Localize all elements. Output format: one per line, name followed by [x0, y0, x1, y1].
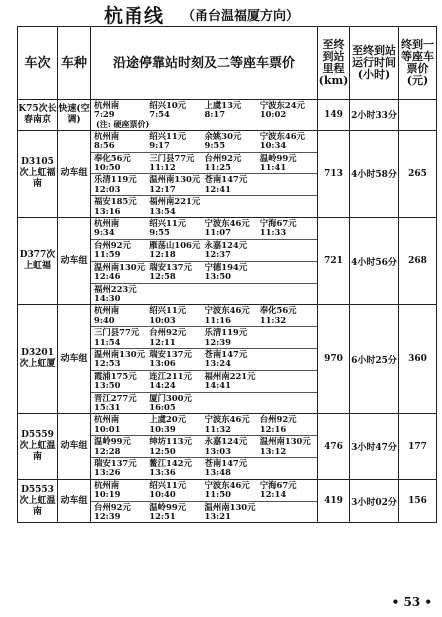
stops-cell — [91, 130, 318, 217]
stops-cell — [91, 100, 318, 131]
distance-km: 970 — [318, 305, 350, 414]
train-type: 动车组 — [58, 479, 91, 523]
stop-time: 9:55 — [204, 140, 226, 151]
timetable — [17, 26, 437, 523]
stop-time: 12:16 — [259, 423, 287, 434]
stop-block — [91, 414, 317, 436]
station-price: 杭州南 — [94, 218, 120, 229]
station-price — [260, 350, 315, 359]
time-line — [94, 403, 315, 412]
station-price: 台州92元 — [94, 501, 131, 512]
time-line — [94, 272, 315, 281]
time-line — [94, 490, 315, 499]
train-type: 动车组 — [58, 218, 91, 305]
station-price: 上虞13元 — [204, 100, 242, 110]
stop-time: 13:24 — [204, 358, 231, 369]
station-price-line — [94, 394, 315, 403]
station-price — [205, 394, 260, 403]
train-id: D5553次上虹温南 — [18, 479, 58, 523]
station-price — [260, 372, 315, 381]
time-line — [94, 468, 315, 477]
train-row — [18, 479, 437, 523]
first-class-price: 360 — [399, 305, 437, 414]
station-price: 绍兴10元 — [149, 100, 187, 110]
station-price: 宁波东24元 — [259, 100, 305, 110]
page-number: • 53 • — [391, 595, 432, 609]
time-line — [94, 185, 315, 194]
page-subtitle: （甬台温福厦方向） — [182, 9, 300, 24]
stop-time — [205, 207, 260, 216]
train-row — [18, 305, 437, 414]
train-type: 动车组 — [58, 414, 91, 479]
station-price: 杭州南 — [94, 130, 120, 141]
stop-time — [205, 294, 260, 303]
col-header-distance: 至终到站里程(km) — [318, 27, 350, 100]
station-price: 永嘉124元 — [204, 436, 248, 447]
station-price-line — [94, 197, 315, 206]
run-time: 4小时58分 — [350, 130, 399, 217]
stop-time: 7:54 — [149, 109, 170, 120]
stop-time: 13:26 — [94, 467, 121, 478]
station-price: 绍兴11元 — [149, 130, 187, 141]
station-price: 晋江277元 — [94, 392, 137, 403]
stop-time: 12:18 — [149, 249, 176, 260]
time-line — [94, 141, 315, 150]
station-price: 奉化56元 — [94, 152, 131, 163]
stop-time: 11:32 — [259, 314, 287, 325]
stop-time: 10:34 — [259, 140, 287, 151]
stop-block — [91, 458, 317, 479]
stop-block — [91, 174, 317, 196]
station-price — [149, 285, 204, 294]
stop-time: 11:50 — [204, 489, 231, 500]
train-id: D5559次上虹温南 — [18, 414, 58, 479]
stop-time: 10:50 — [94, 162, 121, 173]
stop-time: 13:54 — [149, 205, 176, 216]
stop-time: 11:41 — [259, 162, 287, 173]
stop-time: 9:40 — [94, 314, 115, 325]
station-price: 绅坊113元 — [149, 436, 192, 447]
station-price: 宁波东46元 — [204, 414, 250, 425]
station-price: 温岭99元 — [149, 501, 187, 512]
station-price: 余姚30元 — [204, 130, 242, 141]
stop-block — [91, 196, 317, 217]
station-price: 乐清119元 — [94, 174, 137, 185]
station-price: 杭州南 — [94, 100, 120, 110]
station-price: 三门县77元 — [94, 327, 140, 338]
stop-time: 8:56 — [94, 140, 115, 151]
station-price: 霞浦175元 — [94, 370, 137, 381]
stop-time — [260, 294, 315, 303]
station-price: 厦门300元 — [149, 392, 192, 403]
run-time: 6小时25分 — [350, 305, 399, 414]
stop-block — [91, 100, 317, 130]
station-price: 奉化56元 — [259, 305, 297, 316]
run-time: 3小时47分 — [350, 414, 399, 479]
station-price: 福州南221元 — [149, 196, 201, 207]
station-price: 温州南130元 — [259, 436, 311, 447]
stop-time: 11:25 — [204, 162, 231, 173]
stop-time: 11:33 — [259, 227, 287, 238]
time-line — [94, 425, 315, 434]
stop-block — [91, 284, 317, 305]
time-line — [94, 316, 315, 325]
station-price: 连江211元 — [149, 370, 192, 381]
stop-time: 9:17 — [149, 140, 170, 151]
stop-time: 12:39 — [204, 336, 231, 347]
stop-time: 12:39 — [94, 511, 121, 522]
stop-time: 9:55 — [149, 227, 170, 238]
station-price: 台州92元 — [204, 152, 242, 163]
stop-time — [260, 338, 315, 347]
train-id: D3105次上虹福南 — [18, 130, 58, 217]
time-line — [94, 163, 315, 172]
station-price: 温州南130元 — [94, 261, 145, 272]
station-price — [205, 285, 260, 294]
station-price: 福州223元 — [94, 283, 137, 294]
stop-block — [91, 305, 317, 327]
station-price: 乐清119元 — [204, 327, 248, 338]
stop-time — [205, 403, 260, 412]
stop-time: 16:05 — [149, 401, 176, 412]
stop-time: 8:17 — [204, 109, 226, 120]
stop-block — [91, 218, 317, 240]
train-row — [18, 100, 437, 131]
distance-km: 149 — [318, 100, 350, 131]
station-price — [260, 197, 315, 206]
station-price: 绍兴11元 — [149, 218, 187, 229]
station-price: 鳌江142元 — [149, 458, 192, 468]
stop-block — [91, 480, 317, 502]
first-class-price: 265 — [399, 130, 437, 217]
stop-time: 10:03 — [149, 314, 176, 325]
stop-time: 12:53 — [94, 358, 121, 369]
stop-time — [260, 185, 315, 194]
station-price: 杭州南 — [94, 479, 120, 490]
col-header-type: 车种 — [58, 27, 91, 100]
page-title: 杭甬线 — [104, 5, 165, 27]
stop-block — [91, 436, 317, 458]
station-price: 苍南147元 — [204, 458, 248, 468]
time-line — [94, 294, 315, 303]
station-price: 瑞安137元 — [149, 348, 192, 359]
col-header-runtime: 至终到站运行时间(小时) — [350, 27, 399, 100]
station-price — [260, 503, 315, 512]
stop-time: 10:02 — [259, 109, 287, 120]
station-price — [260, 241, 315, 250]
station-price — [260, 394, 315, 403]
stop-time: 12:41 — [204, 183, 231, 194]
stop-time: 14:41 — [204, 380, 231, 391]
stop-block — [91, 393, 317, 414]
stop-time: 11:16 — [204, 314, 231, 325]
station-price: 雁荡山106元 — [149, 239, 201, 250]
time-line — [94, 338, 315, 347]
station-price: 福安185元 — [94, 196, 137, 207]
stop-block — [91, 240, 317, 262]
col-header-price: 终到一等座车票价(元) — [399, 27, 437, 100]
station-price — [260, 285, 315, 294]
stop-time: 14:24 — [149, 380, 176, 391]
stop-time — [260, 207, 315, 216]
stop-time: 12:58 — [149, 271, 176, 282]
station-price: 宁德194元 — [204, 261, 248, 272]
stop-time: 12:11 — [149, 336, 176, 347]
station-price: 绍兴11元 — [149, 305, 187, 316]
train-row — [18, 414, 437, 479]
station-price — [260, 263, 315, 272]
stop-time: 13:48 — [204, 467, 231, 478]
time-line — [94, 207, 315, 216]
station-price: 瑞安137元 — [149, 261, 192, 272]
stop-time: 10:01 — [94, 423, 121, 434]
stop-block — [91, 153, 317, 175]
stops-cell — [91, 218, 318, 305]
stop-time — [260, 359, 315, 368]
distance-km: 713 — [318, 130, 350, 217]
time-line — [94, 447, 315, 456]
station-price-line — [94, 285, 315, 294]
station-price: 台州92元 — [259, 414, 297, 425]
time-line — [94, 512, 315, 521]
train-type: 快速(空调) — [58, 100, 91, 131]
stop-block — [91, 349, 317, 371]
stop-time: 12:37 — [204, 249, 231, 260]
stop-time: 12:17 — [149, 183, 176, 194]
distance-km: 419 — [318, 479, 350, 523]
train-row — [18, 130, 437, 217]
run-time: 4小时56分 — [350, 218, 399, 305]
stop-time — [260, 512, 315, 521]
stop-time — [149, 294, 204, 303]
stop-time: 10:39 — [149, 423, 176, 434]
station-price: 苍南147元 — [204, 348, 248, 359]
train-id: D377次上虹福 — [18, 218, 58, 305]
stop-time: 10:19 — [94, 489, 121, 500]
first-class-price — [399, 100, 437, 131]
distance-km: 721 — [318, 218, 350, 305]
station-price: 瑞安137元 — [94, 458, 137, 468]
stop-block — [91, 502, 317, 523]
station-price: 杭州南 — [94, 305, 120, 316]
station-price — [260, 175, 315, 184]
stop-time — [260, 272, 315, 281]
stop-time — [260, 250, 315, 259]
stop-block — [91, 262, 317, 284]
stop-time: 13:50 — [94, 380, 121, 391]
station-price: 温州南130元 — [204, 501, 256, 512]
station-price: 宁波东46元 — [204, 305, 250, 316]
station-price: 宁波东46元 — [204, 479, 250, 490]
stop-time: 14:30 — [94, 292, 121, 303]
stop-time: 13:36 — [149, 467, 176, 478]
stop-time: 7:29 — [94, 109, 115, 120]
station-price: 温州南130元 — [149, 174, 201, 185]
fare-note: (注: 硬座票价) — [96, 118, 150, 129]
stops-cell — [91, 305, 318, 414]
col-header-stops: 沿途停靠站时刻及二等座车票价 — [91, 27, 318, 100]
col-header-train: 车次 — [18, 27, 58, 100]
time-line — [94, 359, 315, 368]
stop-block — [91, 327, 317, 349]
first-class-price: 268 — [399, 218, 437, 305]
station-price: 温州南130元 — [94, 348, 145, 359]
run-time: 2小时33分 — [350, 100, 399, 131]
stop-time: 11:12 — [149, 162, 176, 173]
stop-time: 11:07 — [204, 227, 231, 238]
stop-time — [260, 403, 315, 412]
stop-time: 13:06 — [149, 358, 176, 369]
station-price: 台州92元 — [94, 239, 131, 250]
station-price: 上虞20元 — [149, 414, 187, 425]
stops-cell — [91, 479, 318, 523]
station-price — [260, 328, 315, 337]
station-price: 宁波东46元 — [259, 130, 305, 141]
station-price: 福州南221元 — [204, 370, 256, 381]
stop-time: 13:50 — [204, 271, 231, 282]
run-time: 3小时02分 — [350, 479, 399, 523]
train-id: D3201次上虹厦 — [18, 305, 58, 414]
stop-time: 11:54 — [94, 336, 121, 347]
train-type: 动车组 — [58, 305, 91, 414]
station-price: 宁海67元 — [259, 479, 297, 490]
train-row — [18, 218, 437, 305]
header-row — [18, 27, 437, 100]
station-price: 宁海67元 — [259, 218, 297, 229]
stop-block — [91, 131, 317, 153]
station-price: 杭州南 — [94, 414, 120, 425]
station-price: 宁波东46元 — [204, 218, 250, 229]
stop-time: 13:16 — [94, 205, 121, 216]
stop-time — [260, 381, 315, 390]
stop-time: 12:03 — [94, 183, 121, 194]
stop-time: 9:34 — [94, 227, 115, 238]
train-id: K75次长春南京 — [18, 100, 58, 131]
stop-time: 13:03 — [204, 445, 231, 456]
time-line — [94, 228, 315, 237]
stop-time: 12:14 — [259, 489, 287, 500]
stops-cell — [91, 414, 318, 479]
station-price: 三门县77元 — [149, 152, 195, 163]
stop-time — [260, 468, 315, 477]
station-price: 绍兴11元 — [149, 479, 187, 490]
stop-time: 13:21 — [204, 511, 231, 522]
station-price: 台州92元 — [149, 327, 187, 338]
stop-block — [91, 371, 317, 393]
station-price — [205, 197, 260, 206]
stop-time: 10:40 — [149, 489, 176, 500]
stop-time: 12:28 — [94, 445, 121, 456]
station-price: 温岭99元 — [259, 152, 297, 163]
station-price — [260, 459, 315, 468]
time-line — [94, 381, 315, 390]
stop-time: 13:12 — [259, 445, 287, 456]
stop-time: 12:50 — [149, 445, 176, 456]
station-price: 永嘉124元 — [204, 239, 248, 250]
station-price: 苍南147元 — [204, 174, 248, 185]
first-class-price: 177 — [399, 414, 437, 479]
stop-time: 15:31 — [94, 401, 121, 412]
time-line — [94, 250, 315, 259]
stop-time: 12:46 — [94, 271, 121, 282]
stop-time: 11:32 — [204, 423, 231, 434]
first-class-price: 156 — [399, 479, 437, 523]
distance-km: 476 — [318, 414, 350, 479]
train-type: 动车组 — [58, 130, 91, 217]
stop-time: 12:51 — [149, 511, 176, 522]
station-price: 温岭99元 — [94, 436, 131, 447]
stop-time: 11:59 — [94, 249, 121, 260]
